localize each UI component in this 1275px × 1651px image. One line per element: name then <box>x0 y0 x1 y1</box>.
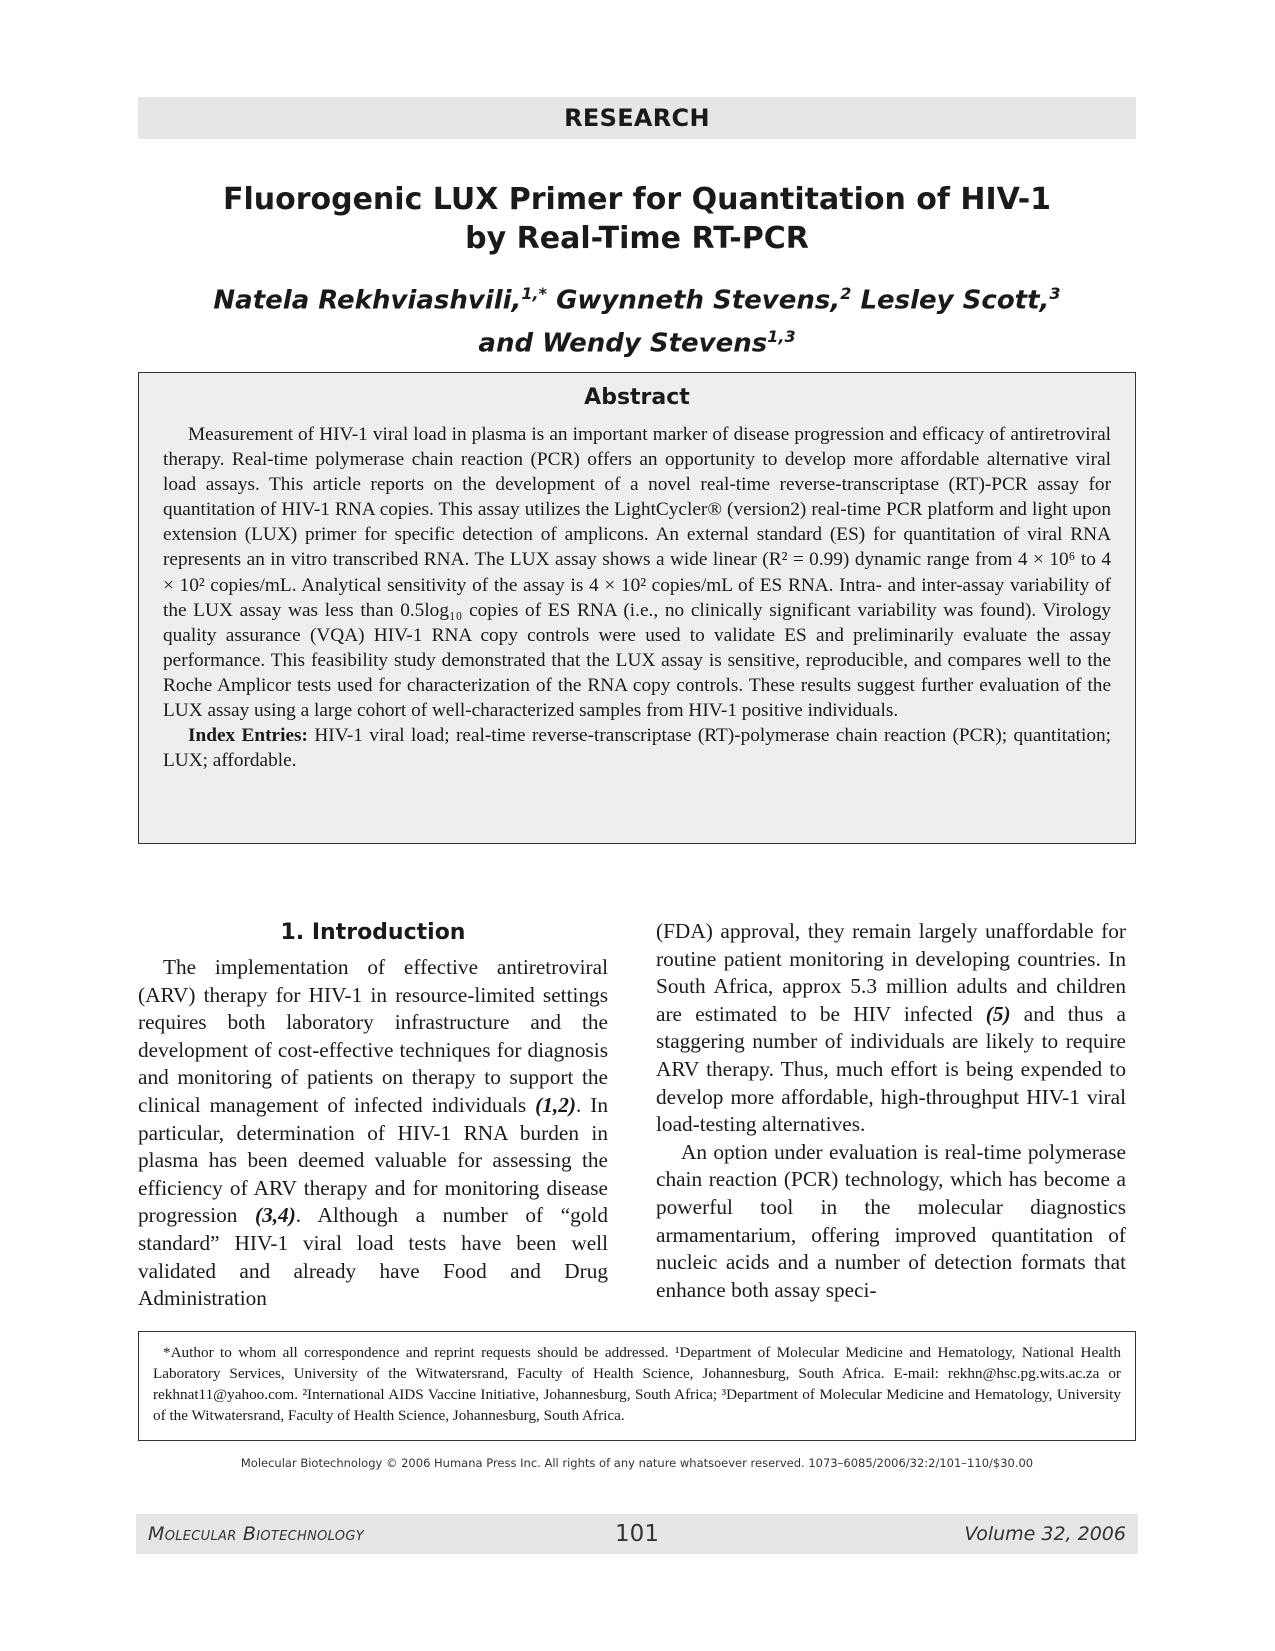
citation: (3,4) <box>254 1203 296 1228</box>
index-entries-label: Index Entries: <box>188 725 308 747</box>
citation: (5) <box>985 1001 1011 1026</box>
abstract-box <box>138 372 1136 844</box>
author-name: Natela Rekhviashvili, <box>213 285 522 316</box>
text-run: and thus a staggering number of individuals are likely to require ARV therapy. Thus, much effort is being expended to develop more affordable, high-throughput HIV-1 viral load-testing alternatives. <box>656 1001 1126 1137</box>
abstract-heading: Abstract <box>584 385 690 410</box>
intro-paragraph-1 <box>138 954 608 1313</box>
copyright-line: Molecular Biotechnology © 2006 Humana Press Inc. All rights of any nature whatsoever reserved. 1073–6085/2006/32:2/101–110/$30.00 <box>240 1456 1034 1470</box>
page-number: 101 <box>615 1521 659 1547</box>
abstract-text: Measurement of HIV-1 viral load in plasma is an important marker of disease progression and efficacy of antiretroviral therapy. Real-time polymerase chain reaction (PCR) offers an opportunity to develop more affordable alternative viral load assays. This article reports on the development of a novel real-time reverse-transcriptase (RT)-PCR assay for quantitation of HIV-1 RNA copies. This assay utilizes the LightCycler® (version2) real-time PCR platform and light upon extension (LUX) primer for specific detection of amplicons. An external standard (ES) for quantitation of viral RNA represents an in vitro transcribed RNA. The LUX assay shows a wide linear (R² = 0.99) dynamic range from 4 × 10⁶ to 4 × 10² copies/mL. Analytical sensitivity of the assay is 4 × 10² copies/mL of ES RNA. Intra- and inter-assay variability of the LUX assay was less than 0.5log₁₀ copies of ES RNA (i.e., no clinically significant variability was found). Virology quality assurance (VQA) HIV-1 RNA copy controls were used to validate ES and preliminarily evaluate the assay performance. This feasibility study demonstrated that the LUX assay is sensitive, reproducible, and compares well to the Roche Amplicor tests used for characterization of the RNA copy controls. These results suggest further evaluation of the LUX assay using a large cohort of well-characterized samples from HIV-1 positive individuals. <box>163 424 1111 722</box>
author-name: Gwynneth Stevens, <box>556 285 841 316</box>
introduction-heading: 1. Introduction <box>280 920 466 945</box>
article-title <box>138 180 1136 258</box>
volume-info: Volume 32, 2006 <box>964 1523 1126 1545</box>
author-affiliation: 2 <box>840 284 852 303</box>
section-banner <box>138 97 1136 139</box>
author-affiliation: 1,3 <box>767 326 796 346</box>
title-line-1: Fluorogenic LUX Primer for Quantitation of HIV-1 <box>222 182 1052 217</box>
author-line-2 <box>138 319 1136 362</box>
author-list <box>138 276 1136 361</box>
text-run: . Although a number of “gold standard” HIV-1 viral load tests have been well validated and already have Food and Drug Administration <box>138 1203 608 1311</box>
column-right <box>656 918 1126 1304</box>
correspondence-footnote <box>138 1331 1136 1441</box>
page-footer <box>136 1514 1138 1554</box>
intro-paragraph-2: An option under evaluation is real-time polymerase chain reaction (PCR) technology, which has become a powerful tool in the molecular diagnostics armamentarium, offering improved quantitation of nucleic acids and a number of detection formats that enhance both assay speci- <box>656 1139 1126 1302</box>
author-name: and Wendy Stevens <box>478 328 768 359</box>
citation: (1,2) <box>535 1092 576 1117</box>
footnote-text: *Author to whom all correspondence and reprint requests should be addressed. ¹Department of Molecular Medicine and Hematology, National Health Laboratory Services, University of the Witwatersrand, Faculty of Health Science, Johannesburg, South Africa. E-mail: rekhn@hsc.pg.wits.ac.za or rekhnat11@yahoo.com. ²International AIDS Vaccine Initiative, Johannesburg, South Africa; ³Department of Molecular Medicine and Hematology, University of the Witwatersrand, Faculty of Health Science, Johannesburg, South Africa. <box>153 1344 1121 1424</box>
author-line-1 <box>138 276 1136 319</box>
title-line-2: by Real-Time RT-PCR <box>465 221 809 256</box>
author-affiliation: 1,* <box>521 284 547 303</box>
section-label: RESEARCH <box>564 104 710 132</box>
journal-name: Molecular Biotechnology <box>148 1523 364 1545</box>
column-left <box>138 918 608 1313</box>
intro-paragraph-1-continued <box>656 918 1126 1139</box>
index-entries <box>163 723 1111 773</box>
text-run: (FDA) approval, they remain largely unaffordable for routine patient monitoring in developing countries. In South Africa, approx 5.3 million adults and children are estimated to be HIV infected <box>656 919 1126 1026</box>
author-affiliation: 3 <box>1049 284 1061 303</box>
text-run: . In particular, determination of HIV-1 RNA burden in plasma has been deemed valuable for assessing the efficiency of ARV therapy and for monitoring disease progression <box>138 1092 608 1228</box>
author-name: Lesley Scott, <box>860 285 1050 316</box>
text-run: The implementation of effective antiretroviral (ARV) therapy for HIV-1 in resource-limited settings requires both laboratory infrastructure and the development of cost-effective techniques for diagnosis and monitoring of patients on therapy to support the clinical management of infected individuals <box>138 955 608 1117</box>
index-entries-text: HIV-1 viral load; real-time reverse-transcriptase (RT)-polymerase chain reaction (PCR); quantitation; LUX; affordable. <box>163 725 1112 772</box>
